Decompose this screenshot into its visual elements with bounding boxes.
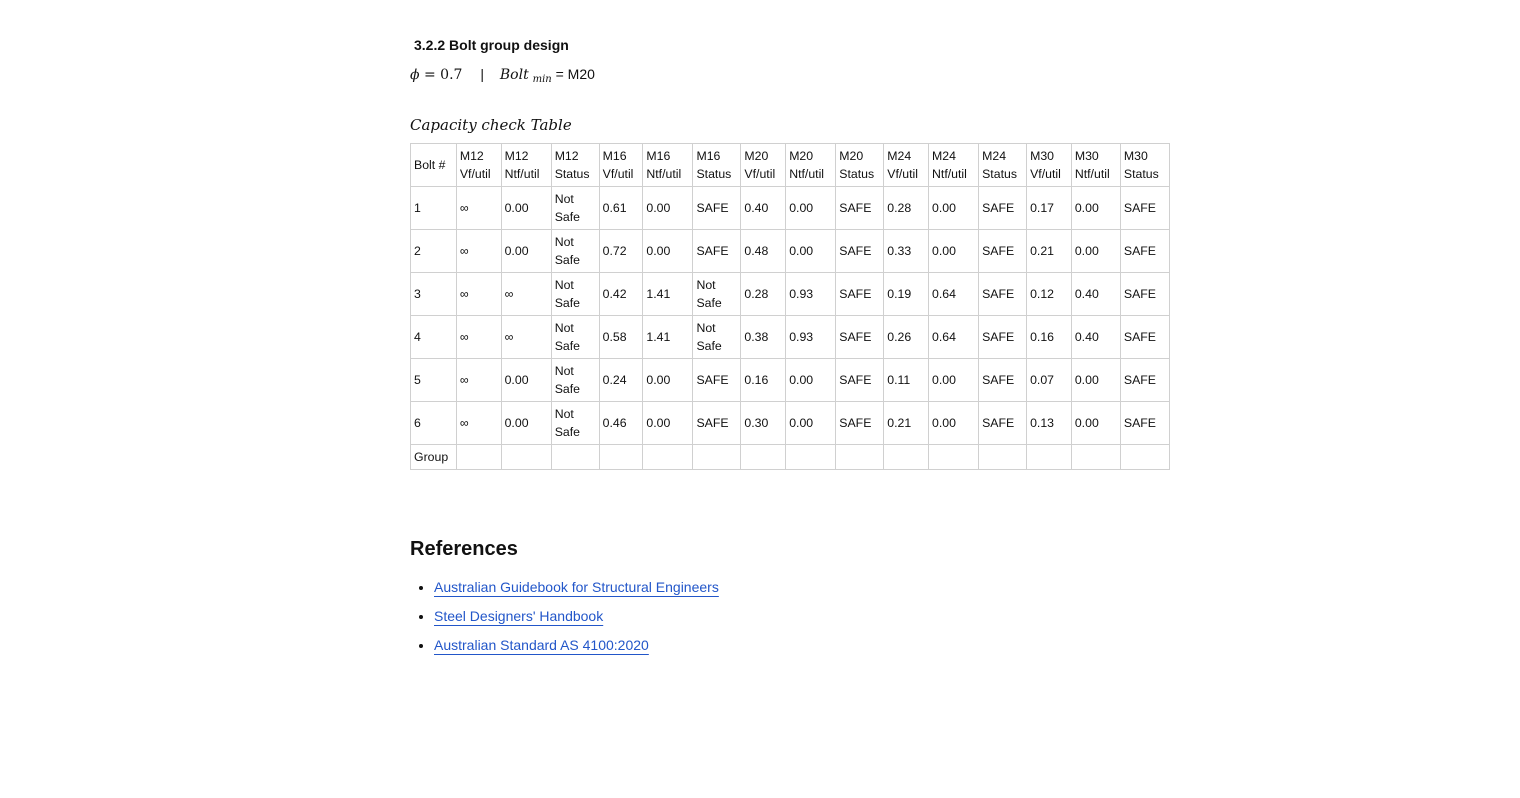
table-cell: SAFE bbox=[979, 273, 1027, 316]
table-cell: Not Safe bbox=[551, 316, 599, 359]
table-cell: 1 bbox=[411, 187, 457, 230]
table-cell: Not Safe bbox=[551, 230, 599, 273]
table-row bbox=[411, 187, 1170, 230]
table-cell: ∞ bbox=[456, 187, 501, 230]
table-cell: 0.28 bbox=[884, 187, 929, 230]
table-cell: 0.93 bbox=[786, 316, 836, 359]
table-cell: Not Safe bbox=[693, 273, 741, 316]
table-cell: 0.72 bbox=[599, 230, 643, 273]
table-cell: 0.19 bbox=[884, 273, 929, 316]
table-row bbox=[411, 316, 1170, 359]
column-header: M20 Status bbox=[836, 144, 884, 187]
table-row bbox=[411, 230, 1170, 273]
table-cell: 0.00 bbox=[786, 402, 836, 445]
table-cell: 0.00 bbox=[643, 187, 693, 230]
table-cell: 0.12 bbox=[1027, 273, 1072, 316]
phi-symbol: ϕ bbox=[410, 67, 420, 83]
table-cell: 0.21 bbox=[1027, 230, 1072, 273]
table-cell: 0.61 bbox=[599, 187, 643, 230]
table-cell: 0.00 bbox=[501, 359, 551, 402]
column-header: M16 Ntf/util bbox=[643, 144, 693, 187]
table-cell: SAFE bbox=[836, 187, 884, 230]
table-cell: SAFE bbox=[693, 230, 741, 273]
table-row bbox=[411, 402, 1170, 445]
table-cell bbox=[929, 445, 979, 470]
column-header: M16 Status bbox=[693, 144, 741, 187]
table-cell: Not Safe bbox=[551, 402, 599, 445]
table-cell bbox=[1071, 445, 1120, 470]
table-cell: SAFE bbox=[979, 359, 1027, 402]
table-cell: ∞ bbox=[456, 273, 501, 316]
table-cell: 0.40 bbox=[741, 187, 786, 230]
table-cell: SAFE bbox=[979, 230, 1027, 273]
column-header: M12 Ntf/util bbox=[501, 144, 551, 187]
table-cell: 0.00 bbox=[929, 230, 979, 273]
references-list bbox=[410, 577, 719, 664]
table-cell: SAFE bbox=[979, 316, 1027, 359]
table-cell: 0.16 bbox=[741, 359, 786, 402]
table-cell: 0.00 bbox=[929, 187, 979, 230]
column-header: M12 Status bbox=[551, 144, 599, 187]
table-cell bbox=[456, 445, 501, 470]
table-caption: Capacity check Table bbox=[410, 116, 572, 134]
table-cell: 0.38 bbox=[741, 316, 786, 359]
table-cell: 0.00 bbox=[643, 230, 693, 273]
table-cell: SAFE bbox=[979, 402, 1027, 445]
table-cell: 0.40 bbox=[1071, 273, 1120, 316]
table-cell: SAFE bbox=[836, 316, 884, 359]
table-cell: Not Safe bbox=[551, 187, 599, 230]
table-header-row bbox=[411, 144, 1170, 187]
table-cell: 0.00 bbox=[929, 402, 979, 445]
column-header: M24 Ntf/util bbox=[929, 144, 979, 187]
table-cell: 2 bbox=[411, 230, 457, 273]
table-cell: 0.48 bbox=[741, 230, 786, 273]
table-cell bbox=[693, 445, 741, 470]
separator: | bbox=[480, 66, 484, 82]
table-cell bbox=[1027, 445, 1072, 470]
table-cell: 5 bbox=[411, 359, 457, 402]
table-cell: SAFE bbox=[1120, 359, 1169, 402]
table-cell: 0.00 bbox=[929, 359, 979, 402]
table-cell: 0.11 bbox=[884, 359, 929, 402]
table-cell: 0.00 bbox=[643, 359, 693, 402]
design-parameters bbox=[410, 66, 595, 83]
table-cell: Group bbox=[411, 445, 457, 470]
table-cell: 0.30 bbox=[741, 402, 786, 445]
bolt-label: Bolt bbox=[499, 67, 529, 83]
capacity-table-container[interactable] bbox=[410, 143, 1159, 470]
capacity-check-table bbox=[410, 143, 1170, 470]
table-cell: Not Safe bbox=[551, 359, 599, 402]
column-header: M24 Status bbox=[979, 144, 1027, 187]
table-cell: 0.00 bbox=[1071, 359, 1120, 402]
table-cell: 0.00 bbox=[501, 187, 551, 230]
table-cell bbox=[501, 445, 551, 470]
table-cell: 4 bbox=[411, 316, 457, 359]
table-cell: 0.64 bbox=[929, 316, 979, 359]
table-cell bbox=[551, 445, 599, 470]
table-cell: 0.00 bbox=[643, 402, 693, 445]
table-cell: 0.33 bbox=[884, 230, 929, 273]
references-heading: References bbox=[410, 538, 518, 560]
table-cell: SAFE bbox=[836, 230, 884, 273]
phi-value: = 0.7 bbox=[419, 67, 463, 83]
table-cell: SAFE bbox=[1120, 316, 1169, 359]
table-cell: SAFE bbox=[836, 273, 884, 316]
table-cell: Not Safe bbox=[693, 316, 741, 359]
section-title: 3.2.2 Bolt group design bbox=[414, 37, 569, 53]
column-header: M16 Vf/util bbox=[599, 144, 643, 187]
table-cell: ∞ bbox=[501, 316, 551, 359]
table-cell: SAFE bbox=[1120, 273, 1169, 316]
table-cell: 0.64 bbox=[929, 273, 979, 316]
table-cell: 6 bbox=[411, 402, 457, 445]
table-cell: SAFE bbox=[1120, 187, 1169, 230]
table-cell: 0.42 bbox=[599, 273, 643, 316]
column-header: Bolt # bbox=[411, 144, 457, 187]
table-cell: 0.00 bbox=[1071, 402, 1120, 445]
reference-item bbox=[434, 577, 719, 606]
table-cell: ∞ bbox=[456, 402, 501, 445]
table-cell: 0.13 bbox=[1027, 402, 1072, 445]
table-cell: SAFE bbox=[979, 187, 1027, 230]
table-cell: SAFE bbox=[693, 359, 741, 402]
table-cell: 0.28 bbox=[741, 273, 786, 316]
table-cell: 0.58 bbox=[599, 316, 643, 359]
column-header: M20 Vf/util bbox=[741, 144, 786, 187]
table-cell: 0.93 bbox=[786, 273, 836, 316]
table-cell bbox=[599, 445, 643, 470]
table-cell: SAFE bbox=[693, 187, 741, 230]
bolt-min-value: = M20 bbox=[551, 66, 595, 82]
table-cell: 0.26 bbox=[884, 316, 929, 359]
table-row bbox=[411, 359, 1170, 402]
table-cell: 0.00 bbox=[1071, 187, 1120, 230]
table-cell: 1.41 bbox=[643, 273, 693, 316]
table-cell: 0.46 bbox=[599, 402, 643, 445]
column-header: M30 Ntf/util bbox=[1071, 144, 1120, 187]
table-row bbox=[411, 273, 1170, 316]
table-cell bbox=[1120, 445, 1169, 470]
table-cell: 0.40 bbox=[1071, 316, 1120, 359]
table-cell: 0.00 bbox=[501, 402, 551, 445]
table-cell: ∞ bbox=[456, 230, 501, 273]
table-cell: SAFE bbox=[836, 402, 884, 445]
table-cell: ∞ bbox=[456, 316, 501, 359]
table-cell: ∞ bbox=[456, 359, 501, 402]
table-cell: 0.24 bbox=[599, 359, 643, 402]
table-cell: 3 bbox=[411, 273, 457, 316]
reference-item bbox=[434, 606, 719, 635]
group-row bbox=[411, 445, 1170, 470]
table-cell bbox=[786, 445, 836, 470]
column-header: M12 Vf/util bbox=[456, 144, 501, 187]
reference-link-standard[interactable]: Australian Standard AS 4100:2020 bbox=[434, 637, 649, 653]
table-cell: 0.00 bbox=[786, 359, 836, 402]
table-cell: 0.00 bbox=[501, 230, 551, 273]
table-cell: 0.00 bbox=[786, 230, 836, 273]
table-cell: ∞ bbox=[501, 273, 551, 316]
table-cell: 0.21 bbox=[884, 402, 929, 445]
column-header: M24 Vf/util bbox=[884, 144, 929, 187]
table-cell bbox=[884, 445, 929, 470]
table-cell: 0.00 bbox=[786, 187, 836, 230]
reference-link-guidebook[interactable]: Australian Guidebook for Structural Engineers bbox=[434, 579, 719, 595]
table-cell: 0.07 bbox=[1027, 359, 1072, 402]
table-cell bbox=[836, 445, 884, 470]
table-cell: Not Safe bbox=[551, 273, 599, 316]
table-cell bbox=[741, 445, 786, 470]
table-cell: 0.17 bbox=[1027, 187, 1072, 230]
column-header: M30 Status bbox=[1120, 144, 1169, 187]
column-header: M30 Vf/util bbox=[1027, 144, 1072, 187]
table-cell bbox=[979, 445, 1027, 470]
table-cell: 0.16 bbox=[1027, 316, 1072, 359]
table-cell: SAFE bbox=[1120, 230, 1169, 273]
table-cell: 0.00 bbox=[1071, 230, 1120, 273]
reference-link-handbook[interactable]: Steel Designers' Handbook bbox=[434, 608, 604, 624]
table-cell bbox=[643, 445, 693, 470]
reference-item bbox=[434, 635, 719, 664]
column-header: M20 Ntf/util bbox=[786, 144, 836, 187]
bolt-subscript: min bbox=[532, 74, 552, 85]
table-cell: SAFE bbox=[693, 402, 741, 445]
table-cell: 1.41 bbox=[643, 316, 693, 359]
table-cell: SAFE bbox=[1120, 402, 1169, 445]
table-cell: SAFE bbox=[836, 359, 884, 402]
